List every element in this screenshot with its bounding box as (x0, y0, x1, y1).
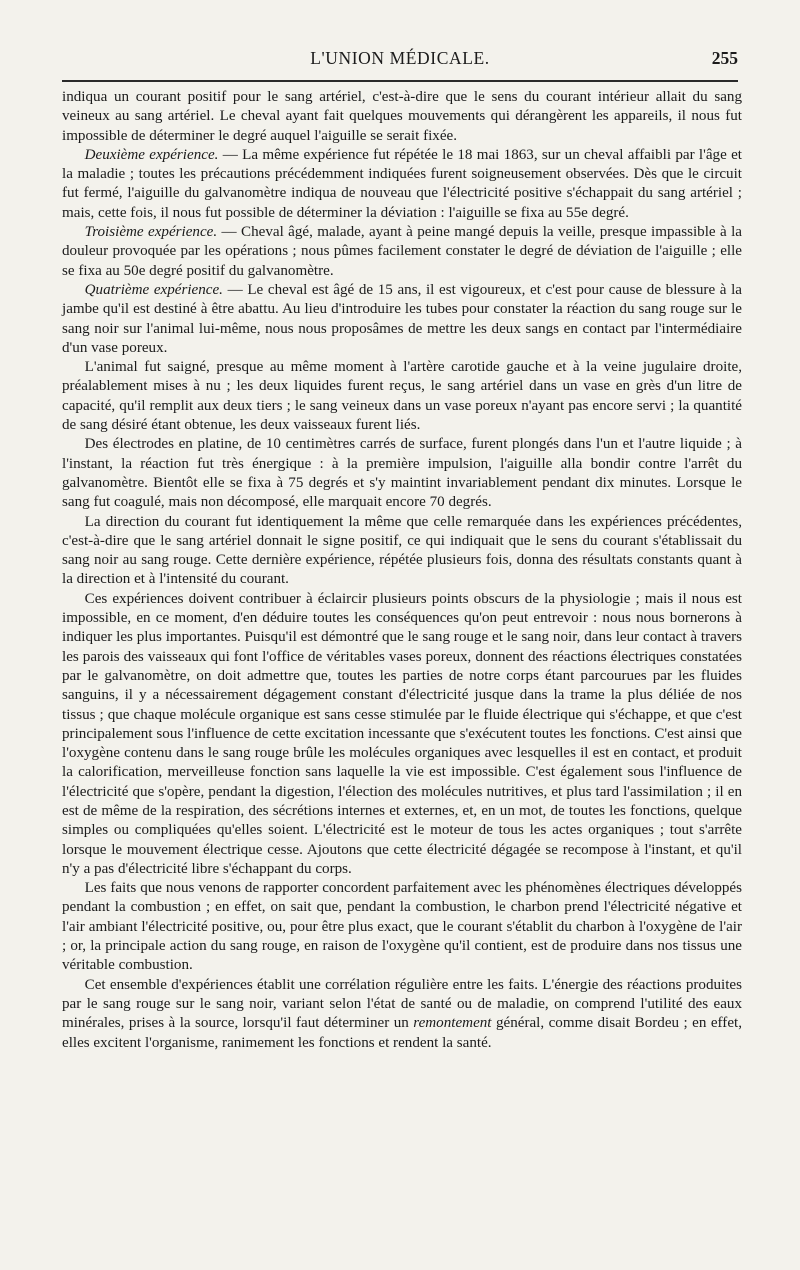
experience-heading: Quatrième expérience. (84, 281, 223, 298)
paragraph-text: Ces expériences doivent contribuer à éclaircir plusieurs points obscurs de la physiologie ; mais il nous est impossible, en ce moment, d'en déduire toutes les conséquences qu'on peut entrevoir : nous nous bornerons à indiquer les plus importantes. Puisqu'il est démontré que le sang rouge et le sang noir, dans leur contact à travers les parois des vaisseaux qui font l'office de véritables vases poreux, donnent des réactions électriques constatées par le galvanomètre, on doit admettre que, toutes les parties de notre corps étant parcourues par les fluides sanguins, il y a nécessairement dégagement constant d'électricité jusque dans la trame la plus déliée de nos tissus ; que chaque molécule organique est sans cesse stimulée par le fluide électrique qui s'échappe, et que c'est principalement sous l'influence de cette excitation incessante que s'exécutent toutes les fonctions. C'est ainsi que l'oxygène contenu dans le sang rouge brûle les molécules organiques avec lesquelles il est en contact, et produit la calorification, merveilleuse fonction sans laquelle la vie est impossible. C'est également sous l'influence de l'électricité que s'opère, pendant la digestion, l'élection des molécules nutritives, et plus tard l'assimilation ; il en est de même de la respiration, des sécrétions internes et externes, et, en un mot, de toutes les fonctions, quelque simples ou compliquées qu'elles soient. L'électricité est le moteur de tous les actes organiques ; tout s'arrête lorsque le mouvement électrique cesse. Ajoutons que cette électricité dégagée se recompose à l'instant, et qu'il n'y a pas d'électricité libre s'échappant du corps. (62, 590, 742, 877)
paragraph (62, 513, 742, 590)
paragraph-text: — Cheval âgé, malade, ayant à peine mangé depuis la veille, presque impassible à la douleur provoquée par les opérations ; nous pûmes facilement constater le degré de déviation de l'aiguille ; elle se fixa au 50e degré positif du galvanomètre. (62, 224, 742, 279)
paragraph (62, 879, 742, 975)
page-header (62, 44, 738, 74)
paragraph-text: Cet ensemble d'expériences établit une corrélation régulière entre les faits. L'énergie des réactions produites par le sang rouge sur le sang noir, variant selon l'état de santé ou de maladie, on comprend l'utilité des eaux minérales, prises à la source, lorsqu'il faut déterminer un (62, 976, 742, 1032)
paragraph-text: — Le cheval est âgé de 15 ans, il est vigoureux, et c'est pour cause de blessure à la jambe qu'il est destiné à être abattu. Au lieu d'introduire les tubes pour constater la réaction du sang rouge sur le sang noir sur l'animal lui-même, nous nous proposâmes de mettre les deux sangs en contact par l'intermédiaire d'un vase poreux. (62, 281, 742, 356)
paragraph (62, 88, 742, 146)
header-rule (62, 80, 738, 82)
experience-heading: Troisième expérience. (84, 224, 218, 241)
paragraph-text: La direction du courant fut identiquement la même que celle remarquée dans les expériences précédentes, c'est-à-dire que le sang artériel donnait le signe positif, ce qui indiquait que le sens du courant s'établissait du sang noir au sang rouge. Cette dernière expérience, répétée plusieurs fois, donna des résultats constants quant à la direction et à l'intensité du courant. (62, 513, 742, 588)
paragraph (62, 590, 742, 879)
experience-heading: Deuxième expérience. (84, 146, 219, 163)
running-title: L'UNION MÉDICALE. (310, 48, 490, 68)
article-body (62, 88, 742, 1053)
paragraph-text: Des électrodes en platine, de 10 centimètres carrés de surface, furent plongés dans l'un et l'autre liquide ; à l'instant, la réaction fut très énergique : à la première impulsion, l'aiguille alla bondir contre l'arrêt du galvanomètre. Bientôt elle se fixa à 75 degrés et s'y maintint invariablement pendant dix minutes. Lorsque le sang fut coagulé, mais non décomposé, elle marquait encore 70 degrés. (62, 436, 742, 511)
page-number: 255 (711, 48, 738, 68)
paragraph-text: Les faits que nous venons de rapporter concordent parfaitement avec les phénomènes électriques développés pendant la combustion ; en effet, on sait que, pendant la combustion, le charbon prend l'électricité négative et l'air ambiant l'électricité positive, ou, pour être plus exact, que le courant s'établit du charbon à l'oxygène de l'air ; or, la principale action du sang rouge, en raison de l'oxygène qu'il contient, est de produire dans nos tissus une véritable combustion. (62, 880, 742, 974)
italic-term: remontement (413, 1015, 492, 1032)
paragraph-text: — La même expérience fut répétée le 18 mai 1863, sur un cheval affaibli par l'âge et la maladie ; toutes les précautions précédemment indiquées furent soigneusement observées. Dès que le circuit fut fermé, l'aiguille du galvanomètre indiqua de nouveau que l'électricité positive s'échappait du sang artériel ; mais, cette fois, il nous fut possible de déterminer la déviation : l'aiguille se fixa au 55e degré. (62, 146, 742, 221)
paragraph-experience-3 (62, 223, 742, 281)
paragraph-text-tail: général, comme disait Bordeu ; en effet, elles excitent l'organisme, ranimement les fonctions et rendent la santé. (62, 1015, 743, 1051)
paragraph-experience-2 (62, 146, 742, 223)
paragraph-text: indiqua un courant positif pour le sang artériel, c'est-à-dire que le sens du courant intérieur allait du sang veineux au sang artériel. Le cheval ayant fait quelques mouvements qui dérangèrent les appareils, il nous fut impossible de déterminer le degré auquel l'aiguille se serait fixée. (62, 89, 742, 144)
paragraph (62, 435, 742, 512)
paragraph (62, 358, 742, 435)
paragraph-final (62, 976, 742, 1053)
paragraph-experience-4 (62, 281, 742, 358)
paragraph-text: L'animal fut saigné, presque au même moment à l'artère carotide gauche et à la veine jugulaire droite, préalablement mises à nu ; les deux liquides furent reçus, le sang artériel dans un vase en grès d'un litre de capacité, qu'il remplit aux deux tiers ; le sang veineux dans un vase poreux n'ayant pas encore servi ; la quantité de sang désiré étant obtenue, les deux vaisseaux furent liés. (62, 359, 742, 434)
